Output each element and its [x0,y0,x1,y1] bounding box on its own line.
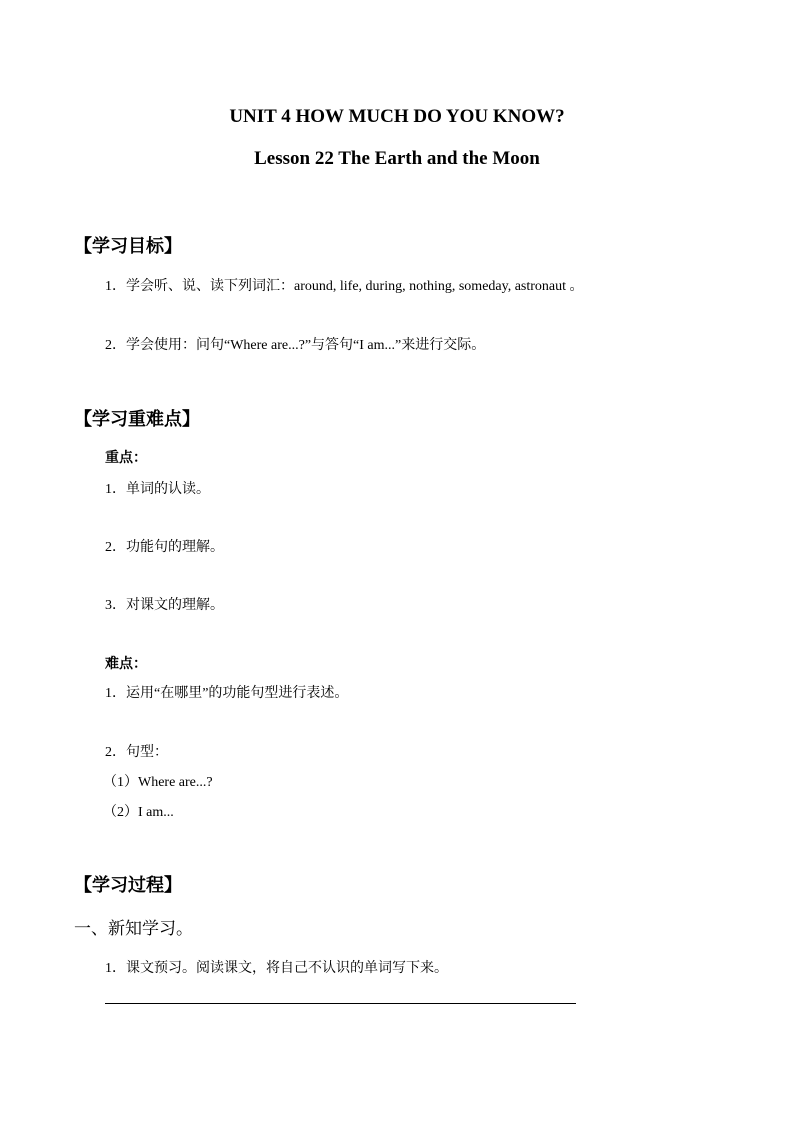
process-heading: 【学习过程】 [74,875,182,895]
answer-line[interactable] [105,1003,576,1004]
step-item: 1．课文预习。阅读课文，将自己不认识的单词写下来。 [105,961,448,976]
focus-item: 2．功能句的理解。 [105,540,224,555]
difficult-item: 1．运用“在哪里”的功能句型进行表述。 [105,686,349,701]
pattern-item: （2）I am... [103,805,174,820]
focus-label: 重点： [105,451,147,466]
objective-item: 2．学会使用：问句“Where are...?”与答句“I am...”来进行交际。 [105,338,486,353]
difficult-item: 2．句型： [105,745,168,760]
unit-title: UNIT 4 HOW MUCH DO YOU KNOW? [229,106,565,127]
focus-item: 3．对课文的理解。 [105,598,224,613]
objective-item: 1．学会听、说、读下列词汇：around, life, during, nothing, someday, astronaut 。 [105,279,584,294]
key-points-heading: 【学习重难点】 [74,409,200,429]
lesson-title: Lesson 22 The Earth and the Moon [254,148,540,169]
objectives-heading: 【学习目标】 [74,236,182,256]
pattern-item: （1）Where are...? [103,775,213,790]
focus-item: 1．单词的认读。 [105,482,210,497]
part-heading: 一、新知学习。 [74,919,193,938]
difficult-label: 难点： [105,657,147,672]
